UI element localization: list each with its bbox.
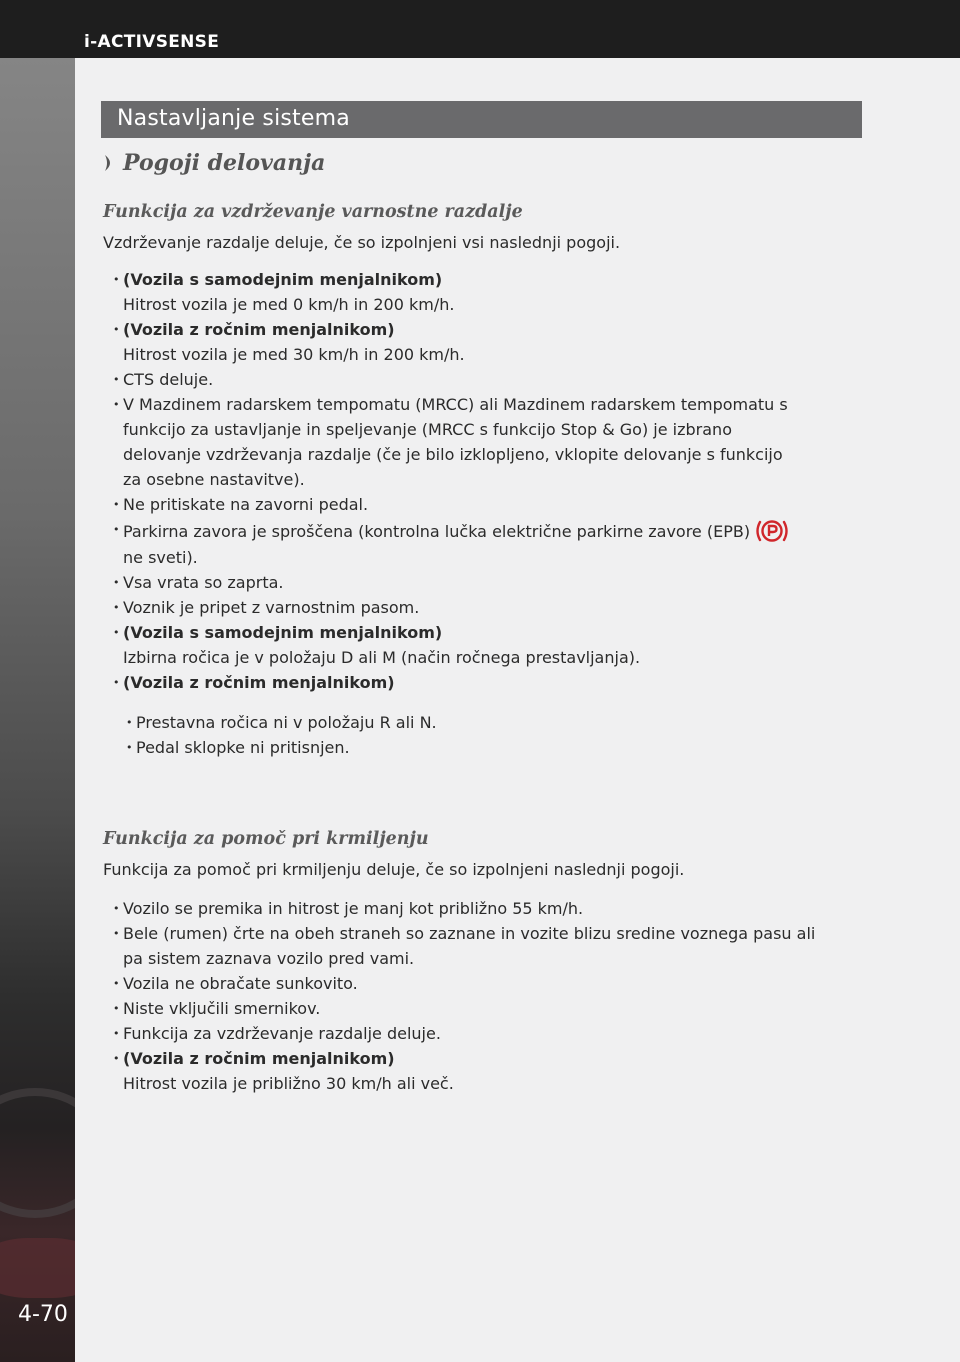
item-qualifier: (Vozila z ročnim menjalnikom) xyxy=(123,673,395,692)
parking-brake-warning-icon xyxy=(754,517,790,545)
steering-intro: Funkcija za pomoč pri krmiljenju deluje, če so izpolnjeni naslednji pogoji. xyxy=(103,860,685,879)
item-text: V Mazdinem radarskem tempomatu (MRCC) ali Mazdinem radarskem tempomatu s funkcijo za ustavljanje in speljevanje (MRCC s funkcijo Stop & Go) je izbrano delovanje vzdrževanja razdalje (če je bilo izklopljeno, vklopite delovanje s funkcijo za osebne nastavitve). xyxy=(123,395,788,489)
sub-list-item xyxy=(126,735,866,760)
item-text: Izbirna ročica je v položaju D ali M (način ročnega prestavljanja). xyxy=(123,648,641,667)
sub-list-item xyxy=(126,710,866,735)
list-item xyxy=(113,517,853,570)
steering-function-heading: Funkcija za pomoč pri krmiljenju xyxy=(103,829,429,849)
list-item xyxy=(113,896,853,921)
item-qualifier: (Vozila z ročnim menjalnikom) xyxy=(123,1049,395,1068)
item-text: Voznik je pripet z varnostnim pasom. xyxy=(123,598,420,617)
item-text: Hitrost vozila je med 0 km/h in 200 km/h. xyxy=(123,295,455,314)
item-text: Pedal sklopke ni pritisnjen. xyxy=(136,738,350,757)
side-photo-strip xyxy=(0,58,75,1362)
item-text: Bele (rumen) črte na obeh straneh so zaznane in vozite blizu sredine voznega pasu ali pa sistem zaznava vozilo pred vami. xyxy=(123,924,816,968)
list-item xyxy=(113,595,853,620)
steering-wheel-shape xyxy=(0,1088,75,1218)
seat-shape xyxy=(0,1238,75,1298)
distance-function-heading: Funkcija za vzdrževanje varnostne razdalje xyxy=(103,202,523,222)
item-text: CTS deluje. xyxy=(123,370,214,389)
item-text: Vozila ne obračate sunkovito. xyxy=(123,974,358,993)
list-item xyxy=(113,620,853,670)
list-item xyxy=(113,392,853,492)
list-item xyxy=(113,367,853,392)
list-item xyxy=(113,267,853,317)
item-text: Parkirna zavora je sproščena (kontrolna lučka električne parkirne zavore (EPB) xyxy=(123,522,751,541)
item-text: Ne pritiskate na zavorni pedal. xyxy=(123,495,369,514)
steering-conditions-list xyxy=(113,896,853,1096)
section-title: Nastavljanje sistema xyxy=(117,106,350,131)
list-item xyxy=(113,921,853,971)
list-item xyxy=(113,670,853,695)
list-item xyxy=(113,570,853,595)
subsection-header xyxy=(103,150,325,176)
item-qualifier: (Vozila s samodejnim menjalnikom) xyxy=(123,270,443,289)
item-text: Hitrost vozila je približno 30 km/h ali več. xyxy=(123,1074,454,1093)
item-text: Prestavna ročica ni v položaju R ali N. xyxy=(136,713,437,732)
section-arrow-icon xyxy=(103,154,117,172)
page-number: 4-70 xyxy=(18,1302,68,1327)
item-text: Funkcija za vzdrževanje razdalje deluje. xyxy=(123,1024,441,1043)
distance-conditions-list xyxy=(113,267,853,695)
list-item xyxy=(113,492,853,517)
manual-transmission-sublist xyxy=(126,710,866,760)
top-bar xyxy=(0,0,960,58)
distance-intro: Vzdrževanje razdalje deluje, če so izpolnjeni vsi naslednji pogoji. xyxy=(103,233,621,252)
item-text-continued: ne sveti). xyxy=(123,548,198,567)
item-text: Vozilo se premika in hitrost je manj kot približno 55 km/h. xyxy=(123,899,584,918)
item-qualifier: (Vozila s samodejnim menjalnikom) xyxy=(123,623,443,642)
item-text: Hitrost vozila je med 30 km/h in 200 km/h. xyxy=(123,345,465,364)
list-item xyxy=(113,971,853,996)
item-text: Vsa vrata so zaprta. xyxy=(123,573,284,592)
list-item xyxy=(113,1021,853,1046)
list-item xyxy=(113,996,853,1021)
item-qualifier: (Vozila z ročnim menjalnikom) xyxy=(123,320,395,339)
subsection-title: Pogoji delovanja xyxy=(123,150,326,176)
section-header xyxy=(101,101,862,138)
list-item xyxy=(113,1046,853,1096)
chapter-title: i-ACTIVSENSE xyxy=(84,32,220,52)
list-item xyxy=(113,317,853,367)
item-text: Niste vključili smernikov. xyxy=(123,999,321,1018)
